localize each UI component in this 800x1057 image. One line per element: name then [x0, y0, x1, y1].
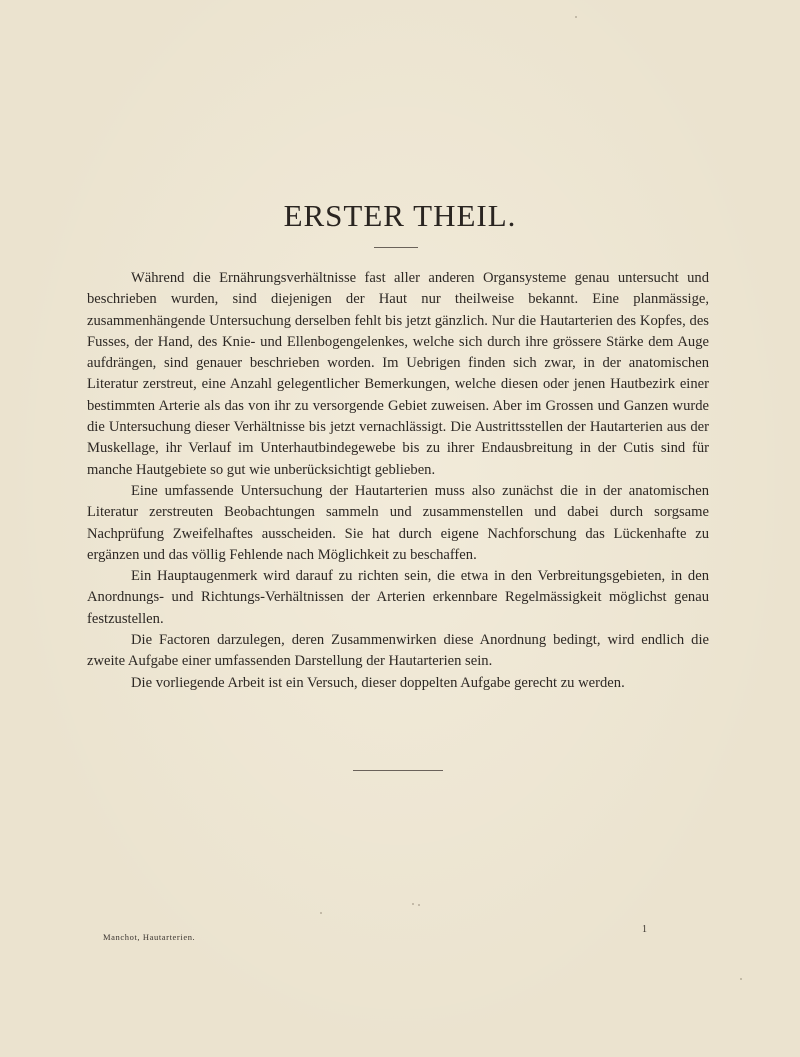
chapter-heading: ERSTER THEIL. [283, 198, 517, 233]
paragraph: Eine umfassende Untersuchung der Hautarterien muss also zunächst die in der anatomischen Literatur zerstreuten Beobachtungen sammeln und zusammenstellen und dabei durch sorgsame Nachprüfung Zweifelhaftes ausscheiden. Sie hat durch eigene Nachforschung das Lückenhafte zu ergänzen und das völlig Fehlende nach Möglichkeit zu beschaffen. [87, 482, 709, 563]
body-text [87, 268, 709, 694]
paper-speck [740, 978, 742, 980]
paper-speck [418, 904, 420, 906]
heading-divider [374, 247, 418, 248]
paper-speck [575, 16, 577, 18]
end-divider [353, 770, 443, 771]
paragraph: Die vorliegende Arbeit ist ein Versuch, dieser doppelten Aufgabe gerecht zu werden. [131, 674, 625, 691]
paper-speck [320, 912, 322, 914]
paragraph: Ein Hauptaugenmerk wird darauf zu richten sein, die etwa in den Verbreitungsgebieten, in den Anordnungs- und Richtungs-Verhältnissen der Arterien erkennbare Regelmässigkeit möglichst genau festzustellen. [87, 568, 709, 627]
paragraph: Die Factoren darzulegen, deren Zusammenwirken diese Anordnung bedingt, wird endlich die zweite Aufgabe einer umfassenden Darstellung der Hautarterien sein. [87, 632, 709, 670]
page-number: 1 [642, 924, 647, 935]
signature-line: Manchot, Hautarterien. [103, 932, 196, 942]
paragraph: Während die Ernährungsverhältnisse fast aller anderen Organsysteme genau untersucht und beschrieben wurden, sind diejenigen der Haut nur theilweise bekannt. Eine planmässige, zusammenhängende Untersuchung derselben fehlt bis jetzt gänzlich. Nur die Hautarterien des Kopfes, des Fusses, der Hand, des Knie- und Ellenbogengelenkes, welche sich durch ihre grössere Stärke dem Auge aufdrängen, sind genauer beschrieben worden. Im Uebrigen finden sich zwar, in der anatomischen Literatur zerstreut, eine Anzahl gelegentlicher Bemerkungen, welche diesen oder jenen Hautbezirk einer bestimmten Arterie als das von ihr zu versorgende Gebiet zuweisen. Aber im Grossen und Ganzen wurde die Untersuchung dieser Verhältnisse bis jetzt vernachlässigt. Die Austrittsstellen der Hautarterien aus der Muskellage, ihr Verlauf im Unterhautbindegewebe bis zu ihrer Endausbreitung in der Cutis sind für manche Hautgebiete so gut wie unberücksichtigt geblieben. [87, 270, 709, 478]
paper-speck [412, 903, 414, 905]
